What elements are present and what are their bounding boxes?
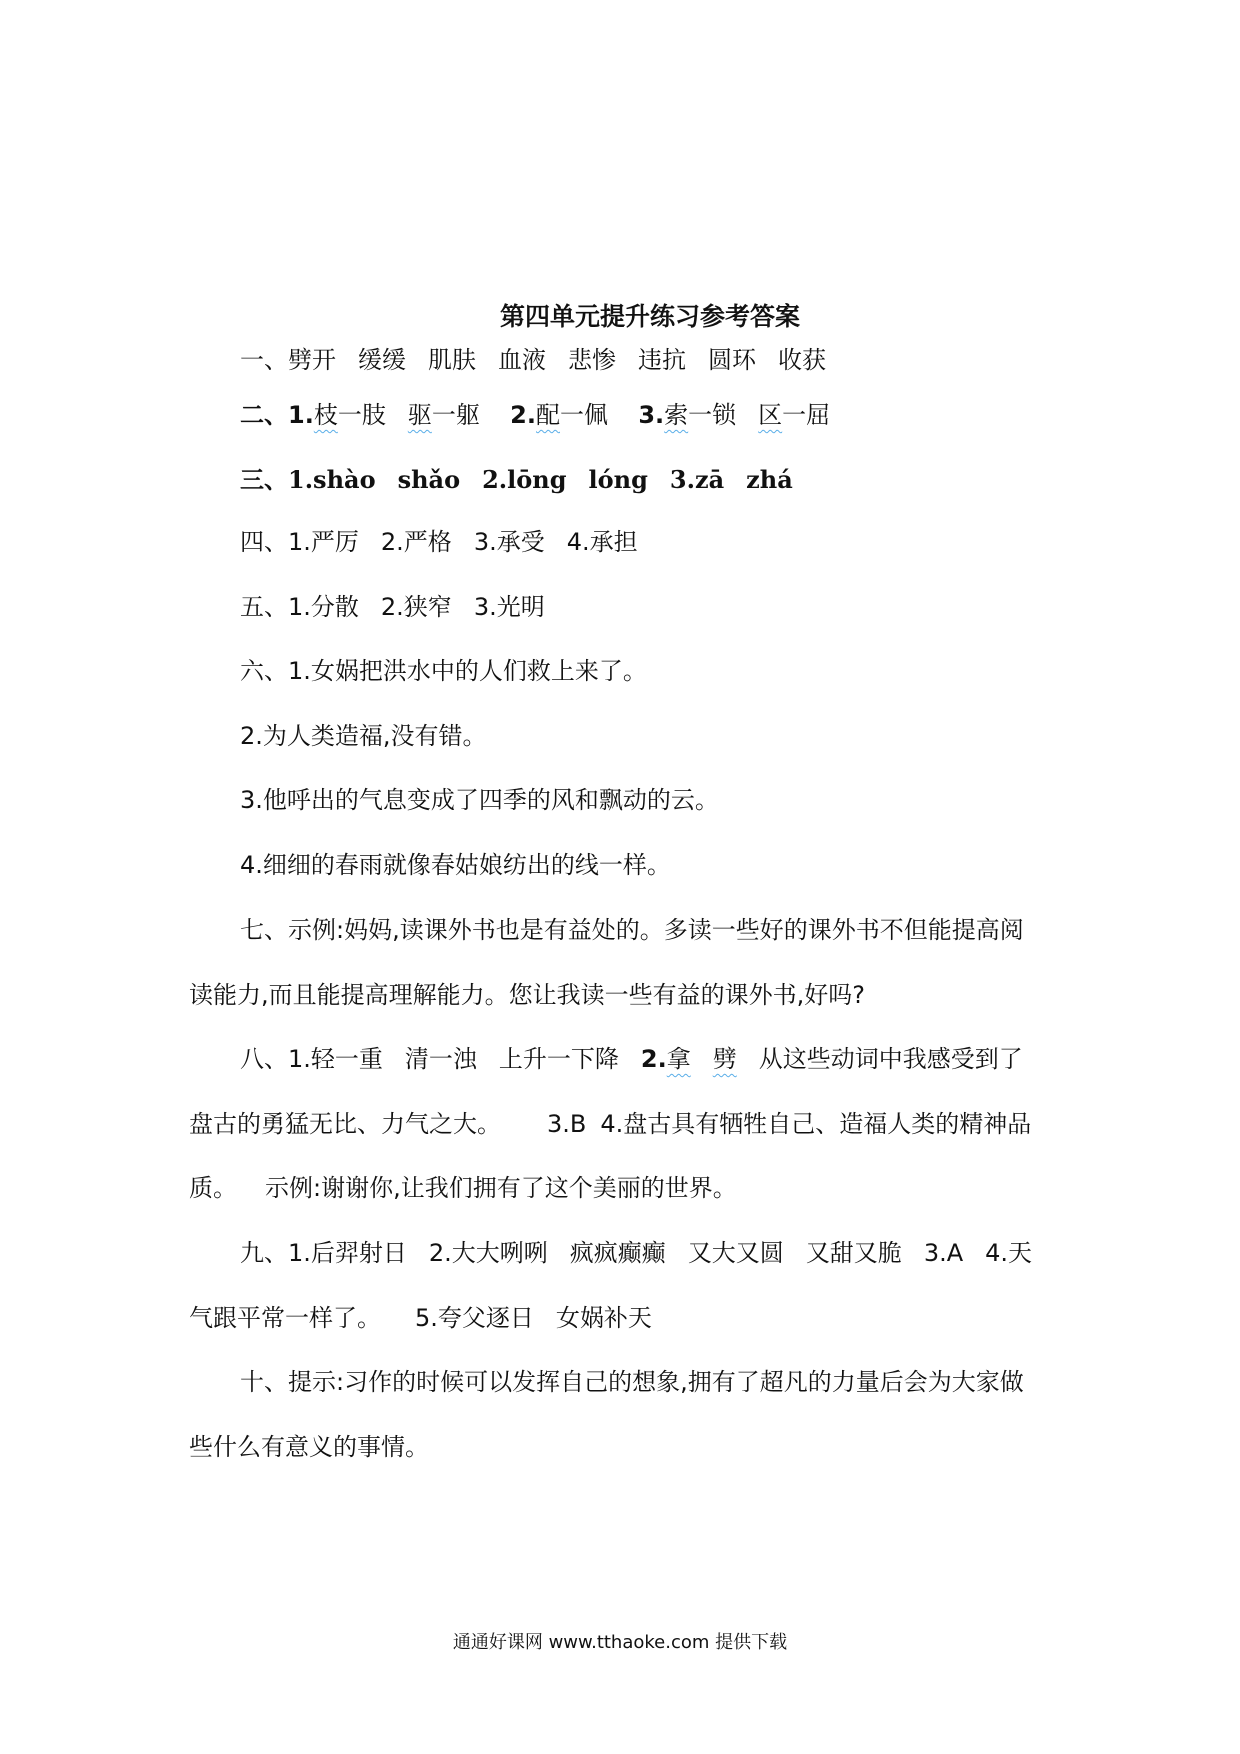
item-number: 二、1. <box>240 401 314 429</box>
underlined-char: 配 <box>536 401 560 429</box>
answer-text: 4.盘古具有牺牲自己、造福人类的精神品 <box>600 1110 1032 1138</box>
underlined-char: 枝 <box>313 401 338 429</box>
underlined-char: 索 <box>664 401 689 429</box>
answer-text: 3.B <box>547 1110 587 1138</box>
answer-word: 上升一下降 <box>498 1045 619 1073</box>
answer-text: 质。 <box>189 1174 237 1202</box>
answer-text: 示例:谢谢你,让我们拥有了这个美丽的世界。 <box>265 1174 737 1202</box>
answer-line-6-2: 2.为人类造福,没有错。 <box>240 722 487 750</box>
answer-text: 从这些动词中我感受到了 <box>758 1045 1023 1073</box>
answer-line-6-1: 六、1.女娲把洪水中的人们救上来了。 <box>240 657 647 685</box>
answer-word: 4.承担 <box>566 528 638 556</box>
answer-line-1 <box>240 342 826 378</box>
answer-line-6-3: 3.他呼出的气息变成了四季的风和飘动的云。 <box>240 786 719 814</box>
answer-line-9-1 <box>240 1235 1032 1271</box>
item-number: 2. <box>501 401 536 429</box>
answer-word: 肌肤 <box>428 346 476 374</box>
answer-line-5 <box>240 589 545 625</box>
pinyin: 2.lōng <box>482 465 567 494</box>
answer-word: 疯疯癫癫 <box>569 1239 666 1267</box>
answer-word: 一、劈开 <box>240 346 336 374</box>
footer-credit: 通通好课网 www.tthaoke.com 提供下载 <box>452 1632 788 1653</box>
pinyin: lóng <box>588 465 648 494</box>
answer-line-4 <box>240 524 638 560</box>
answer-word: 4.天 <box>985 1239 1033 1267</box>
answer-word: 女娲补天 <box>555 1304 652 1332</box>
answer-word: 气跟平常一样了。 <box>189 1304 381 1332</box>
answer-line-6-4: 4.细细的春雨就像春姑娘纺出的线一样。 <box>240 851 671 879</box>
pinyin: zhá <box>746 465 793 494</box>
answer-word: 一佩 <box>560 401 608 429</box>
answer-line-8-3 <box>189 1170 737 1206</box>
answer-line-2 <box>240 397 830 433</box>
item-number: 3. <box>630 401 665 429</box>
underlined-char: 区 <box>758 401 783 429</box>
answer-word: 缓缓 <box>358 346 406 374</box>
underlined-char: 拿 <box>666 1045 691 1073</box>
answer-word: 2.狭窄 <box>380 593 452 621</box>
answer-line-8-2 <box>189 1106 1031 1142</box>
answer-word: 2.严格 <box>380 528 452 556</box>
pinyin: shǎo <box>397 465 461 494</box>
answer-word: 血液 <box>498 346 546 374</box>
answer-word: 3.承受 <box>473 528 545 556</box>
answer-line-10-1: 十、提示:习作的时候可以发挥自己的想象,拥有了超凡的力量后会为大家做 <box>240 1368 1024 1396</box>
answer-word: 3.A <box>923 1239 964 1267</box>
answer-word: 违抗 <box>638 346 686 374</box>
answer-word: 收获 <box>778 346 826 374</box>
underlined-char: 驱 <box>407 401 432 429</box>
answer-word: 清一浊 <box>404 1045 477 1073</box>
answer-word: 又甜又脆 <box>805 1239 902 1267</box>
answer-line-10-2: 些什么有意义的事情。 <box>189 1433 429 1461</box>
underlined-char: 劈 <box>712 1045 737 1073</box>
answer-word: 圆环 <box>708 346 756 374</box>
answer-word: 悲惨 <box>568 346 616 374</box>
answer-word: 2.大大咧咧 <box>428 1239 548 1267</box>
pinyin: 3.zā <box>669 465 725 494</box>
answer-word: 九、1.后羿射日 <box>240 1239 407 1267</box>
answer-line-8-1 <box>240 1041 1023 1077</box>
answer-line-7-2: 读能力,而且能提高理解能力。您让我读一些有益的课外书,好吗? <box>189 981 865 1009</box>
page-title: 第四单元提升练习参考答案 <box>499 302 800 331</box>
answer-word: 四、1.严厉 <box>240 528 359 556</box>
answer-word: 五、1.分散 <box>240 593 359 621</box>
answer-word: 一屈 <box>782 401 831 429</box>
answer-word: 八、1.轻一重 <box>240 1045 383 1073</box>
answer-line-7-1: 七、示例:妈妈,读课外书也是有益处的。多读一些好的课外书不但能提高阅 <box>240 916 1024 944</box>
pinyin: 三、1.shào <box>240 465 376 494</box>
item-number: 2. <box>640 1045 667 1073</box>
answer-word: 3.光明 <box>473 593 545 621</box>
answer-word: 一锁 <box>688 401 737 429</box>
answer-text: 盘古的勇猛无比、力气之大。 <box>189 1110 501 1138</box>
answer-word: 一肢 <box>337 401 386 429</box>
answer-line-9-2 <box>189 1300 652 1336</box>
answer-word: 又大又圆 <box>687 1239 784 1267</box>
answer-line-3 <box>240 462 793 498</box>
answer-word: 一躯 <box>431 401 480 429</box>
answer-word: 5.夸父逐日 <box>415 1304 534 1332</box>
